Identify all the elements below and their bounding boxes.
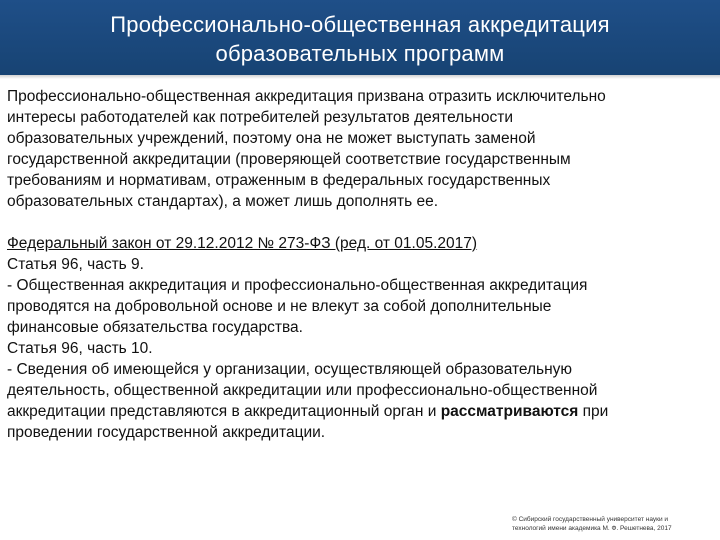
copyright-line-2: технологий имени академика М. Ф. Решетнева, 2017 bbox=[512, 525, 672, 532]
copyright-line-1: © Сибирский государственный университет науки и bbox=[512, 516, 669, 523]
article-96-9-line: проводятся на добровольной основе и не влекут за собой дополнительные bbox=[7, 298, 552, 315]
intro-line: требованиям и нормативам, отраженным в федеральных государственных bbox=[7, 172, 551, 189]
article-96-10-text: при bbox=[578, 403, 609, 420]
article-96-10-line: проведении государственной аккредитации. bbox=[7, 424, 326, 441]
article-96-10-line: деятельность, общественной аккредитации или профессионально-общественной bbox=[7, 382, 598, 399]
law-title: Федеральный закон от 29.12.2012 № 273-ФЗ (ред. от 01.05.2017) bbox=[7, 235, 478, 252]
intro-line: государственной аккредитации (проверяющей соответствие государственным bbox=[7, 151, 571, 168]
article-96-9-line: - Общественная аккредитация и профессионально-общественная аккредитация bbox=[7, 277, 588, 294]
article-96-10-heading: Статья 96, часть 10. bbox=[7, 340, 153, 357]
article-96-9-heading: Статья 96, часть 9. bbox=[7, 256, 144, 273]
intro-line: Профессионально-общественная аккредитация призвана отразить исключительно bbox=[7, 88, 606, 105]
paragraph-spacer bbox=[7, 212, 717, 233]
article-96-9-line: финансовые обязательства государства. bbox=[7, 319, 303, 336]
article-96-10-line: - Сведения об имеющейся у организации, осуществляющей образовательную bbox=[7, 361, 573, 378]
emphasized-word: рассматриваются bbox=[440, 403, 579, 420]
law-section bbox=[7, 233, 717, 443]
intro-line: интересы работодателей как потребителей результатов деятельности bbox=[7, 109, 513, 126]
article-96-10-line bbox=[7, 401, 717, 422]
copyright-footer bbox=[512, 515, 712, 533]
slide-title-banner bbox=[0, 0, 720, 75]
slide-title-line-1: Профессионально-общественная аккредитация bbox=[110, 11, 610, 37]
intro-paragraph bbox=[7, 86, 717, 212]
slide-title-line-2: образовательных программ bbox=[215, 40, 505, 66]
intro-line: образовательных стандартах), а может лишь дополнять ее. bbox=[7, 193, 439, 210]
title-banner-shadow bbox=[0, 75, 720, 79]
article-96-10-text: аккредитации представляются в аккредитационный орган и bbox=[7, 403, 441, 420]
intro-line: образовательных учреждений, поэтому она не может выступать заменой bbox=[7, 130, 536, 147]
slide-body bbox=[7, 86, 717, 443]
